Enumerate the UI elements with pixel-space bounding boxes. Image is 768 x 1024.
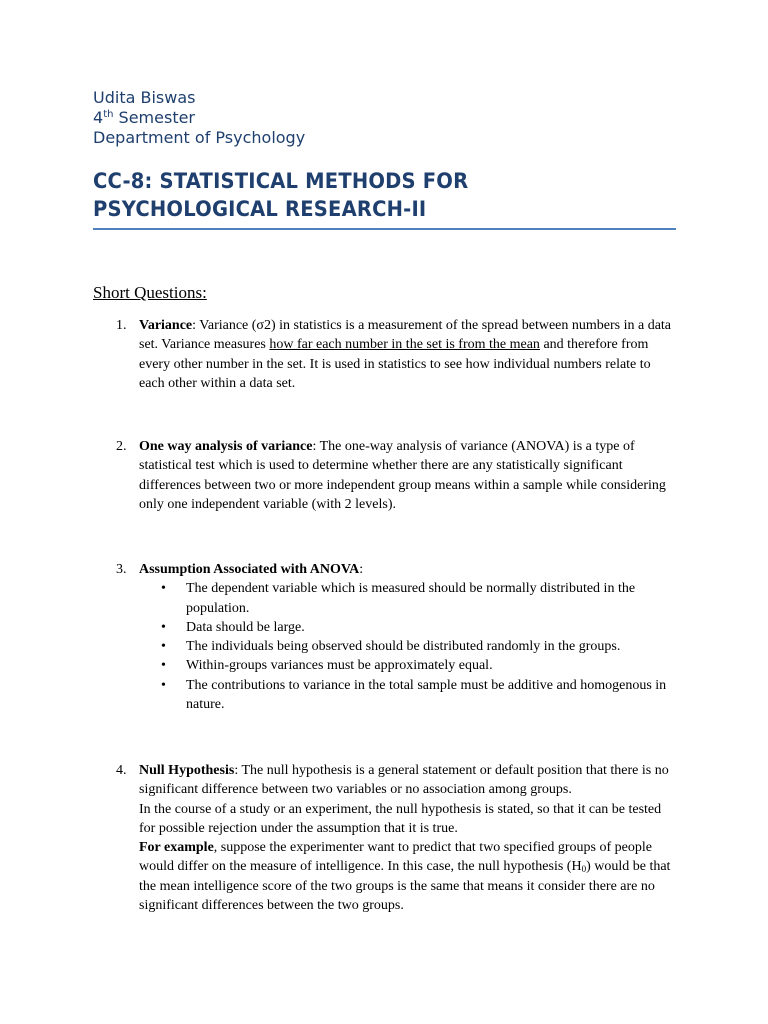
- list-item: • The contributions to variance in the total sample must be additive and homogenous in nature.: [161, 677, 667, 713]
- question-body: Variance: Variance (σ2) in statistics is a measurement of the spread between numbers in a data set. Variance measures how far each number in the set is from the mean and therefore from every other number in the set. It is used in statistics to see how individual numbers relate to each other within a data set.: [139, 318, 672, 391]
- list-item: • The individuals being observed should be distributed randomly in the groups.: [139, 637, 679, 656]
- question-number: 4.: [116, 763, 127, 778]
- title-line-1: CC-8: STATISTICAL METHODS FOR: [93, 169, 469, 193]
- list-item: • The dependent variable which is measured should be normally distributed in the population.: [161, 581, 636, 616]
- assumption-list: [139, 579, 679, 714]
- list-item: • Data should be large.: [139, 618, 679, 637]
- paragraph: In the course of a study or an experiment, the null hypothesis is stated, so that it can be tested for possible rejection under the assumption that it is true.: [139, 801, 662, 836]
- question-number: 2.: [116, 439, 127, 454]
- question-term: One way analysis of variance: [139, 439, 313, 454]
- author-semester: 4th Semester: [93, 108, 196, 127]
- document-title: [93, 167, 651, 223]
- question-body: One way analysis of variance: The one-way analysis of variance (ANOVA) is a type of statistical test which is used to determine whether there are any statistically significant differences between two or more independent group means within a sample while considering only one independent variable (with 2 levels).: [139, 439, 666, 512]
- author-block: [93, 88, 305, 148]
- underlined-phrase: how far each number in the set is from the mean: [269, 337, 540, 353]
- question-number: 3.: [116, 562, 127, 577]
- section-heading: Short Questions:: [93, 283, 207, 302]
- question-body: Null Hypothesis: The null hypothesis is a general statement or default position that there is no significant difference between two variables or no association among groups. In the course of a study or an experiment, the null hypothesis is stated, so that it can be tested for possible rejection under the assumption that it is true. For example, suppose the experimenter want to predict that two specified groups of people would differ on the measure of intelligence. In this case, the null hypothesis $(H_0)$ would be that the mean intelligence score of the two groups is the same that means it consider there are no significant differences between the two groups.: [139, 761, 679, 915]
- question-term: Null Hypothesis: [139, 763, 235, 778]
- question-body: Assumption Associated with ANOVA: • The dependent variable which is measured should be normally distributed in the population. • Data should be large. • The individuals being observed should be distributed randomly in the groups. • Within-groups variances must be approximately equal. • The contributions to variance in the total sample must be additive and homogenous in nature.: [139, 560, 679, 714]
- list-item: • Within-groups variances must be approximately equal.: [139, 656, 679, 675]
- title-line-2: PSYCHOLOGICAL RESEARCH-II: [93, 197, 427, 221]
- author-name: Udita Biswas: [93, 88, 196, 107]
- bullet-icon: •: [161, 677, 166, 693]
- example-term: For example: [139, 840, 214, 856]
- title-divider: [93, 228, 676, 230]
- question-term: Assumption Associated with ANOVA: [139, 562, 360, 577]
- bullet-icon: •: [161, 581, 166, 597]
- question-term: Variance: [139, 318, 193, 333]
- question-number: 1.: [116, 318, 127, 333]
- bullet-icon: •: [161, 658, 166, 674]
- author-department: Department of Psychology: [93, 128, 306, 147]
- bullet-icon: •: [161, 619, 166, 635]
- bullet-icon: •: [161, 639, 166, 655]
